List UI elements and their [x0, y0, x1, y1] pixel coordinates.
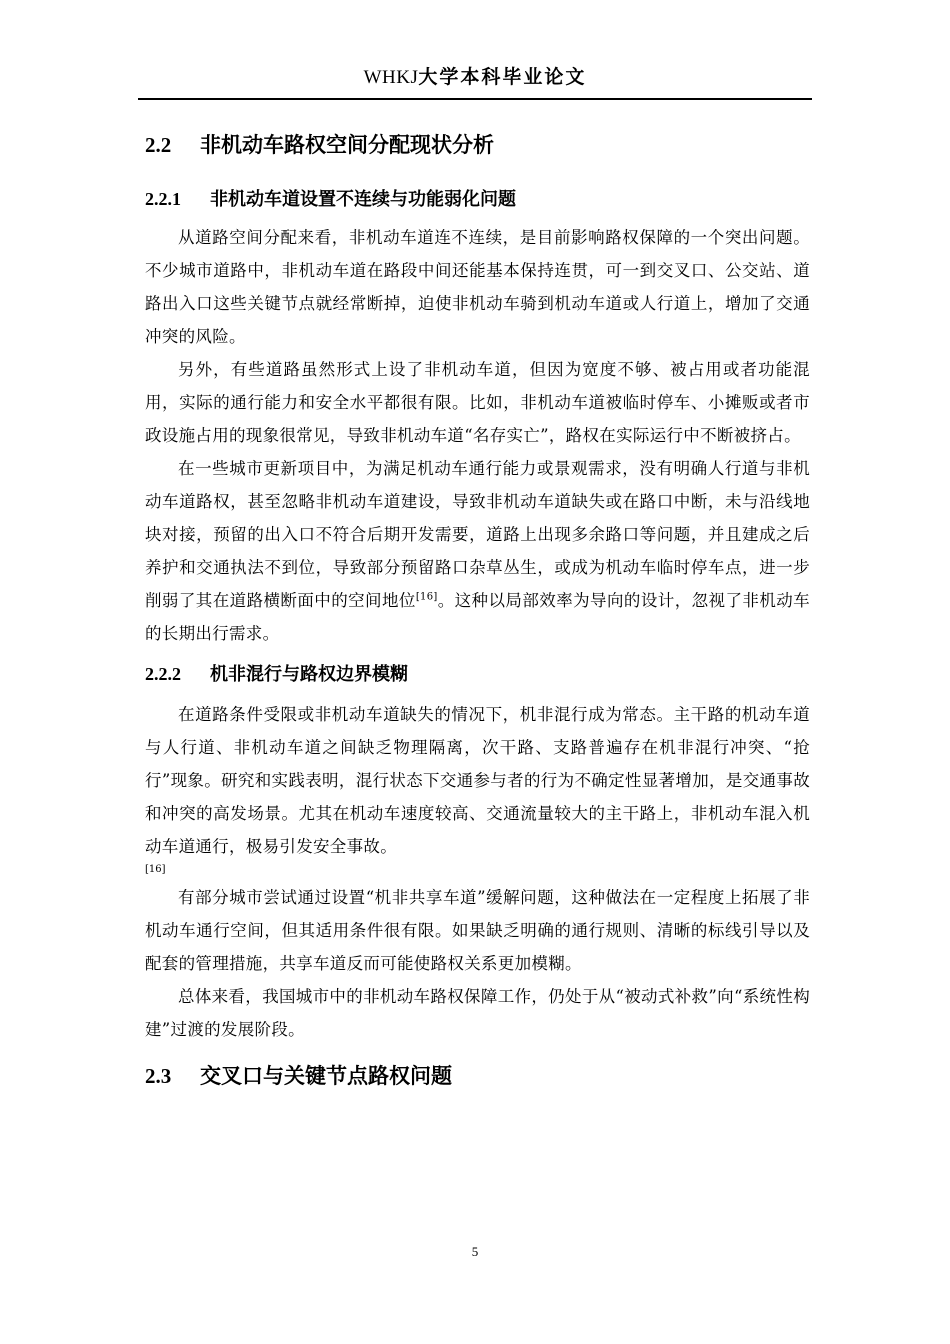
paragraph: 总体来看，我国城市中的非机动车路权保障工作，仍处于从“被动式补救”向“系统性构建”过渡的发展阶段。 [145, 987, 810, 1039]
section-title: 非机动车路权空间分配现状分析 [200, 133, 494, 157]
section-heading-2-3 [145, 1056, 810, 1096]
header-latin: WHKJ [363, 67, 419, 88]
citation-ref: [16] [145, 864, 166, 875]
section-number: 2.3 [145, 1064, 172, 1088]
citation-ref: [16] [415, 591, 438, 603]
running-header [138, 62, 812, 89]
paragraph [145, 452, 810, 650]
paragraph-text: 。这种以局部效率为导向的设计，忽视了非机动车的长期出行需求。 [145, 591, 810, 643]
paragraph: 在道路条件受限或非机动车道缺失的情况下，机非混行成为常态。主干路的机动车道与人行道、非机动车道之间缺乏物理隔离，次干路、支路普遍存在机非混行冲突、“抢行”现象。研究和实践表明，混行状态下交通参与者的行为不确定性显著增加，是交通事故和冲突的高发场景。尤其在机动车速度较高、交通流量较大的主干路上，非机动车混入机动车道通行，极易引发安全事故。 [145, 705, 810, 856]
paragraph-text: 在一些城市更新项目中，为满足机动车通行能力或景观需求，没有明确人行道与非机动车道路权，甚至忽略非机动车道建设，导致非机动车道缺失或在路口中断，未与沿线地块对接，预留的出入口不符合后期开发需要，道路上出现多余路口等问题，并且建成之后养护和交通执法不到位，导致部分预留路口杂草丛生，或成为机动车临时停车点，进一步削弱了其在道路横断面中的空间地位 [145, 459, 810, 610]
page-number: 5 [471, 1244, 479, 1259]
section-heading-2-2-2 [145, 656, 810, 692]
section-number: 2.2.2 [145, 664, 181, 684]
section-title: 非机动车道设置不连续与功能弱化问题 [210, 189, 516, 210]
section-number: 2.2.1 [145, 189, 181, 209]
body-content [145, 125, 810, 1096]
paragraph: 有部分城市尝试通过设置“机非共享车道”缓解问题，这种做法在一定程度上拓展了非机动车通行空间，但其适用条件很有限。如果缺乏明确的通行规则、清晰的标线引导以及配套的管理措施，共享车道反而可能使路权关系更加模糊。 [145, 888, 810, 973]
section-heading-2-2 [145, 125, 810, 165]
header-title: 大学本科毕业论文 [418, 66, 587, 88]
section-title: 交叉口与关键节点路权问题 [200, 1064, 452, 1088]
header-rule [138, 98, 812, 100]
section-title: 机非混行与路权边界模糊 [210, 664, 408, 685]
section-heading-2-2-1 [145, 181, 810, 217]
paragraph: 从道路空间分配来看，非机动车道连不连续，是目前影响路权保障的一个突出问题。不少城市道路中，非机动车道在路段中间还能基本保持连贯，可一到交叉口、公交站、道路出入口这些关键节点就经常断掉，迫使非机动车骑到机动车道或人行道上，增加了交通冲突的风险。 [145, 228, 810, 346]
paragraph: 另外，有些道路虽然形式上设了非机动车道，但因为宽度不够、被占用或者功能混用，实际的通行能力和安全水平都很有限。比如，非机动车道被临时停车、小摊贩或者市政设施占用的现象很常见，导致非机动车道“名存实亡”，路权在实际运行中不断被挤占。 [145, 360, 810, 445]
section-number: 2.2 [145, 133, 172, 157]
